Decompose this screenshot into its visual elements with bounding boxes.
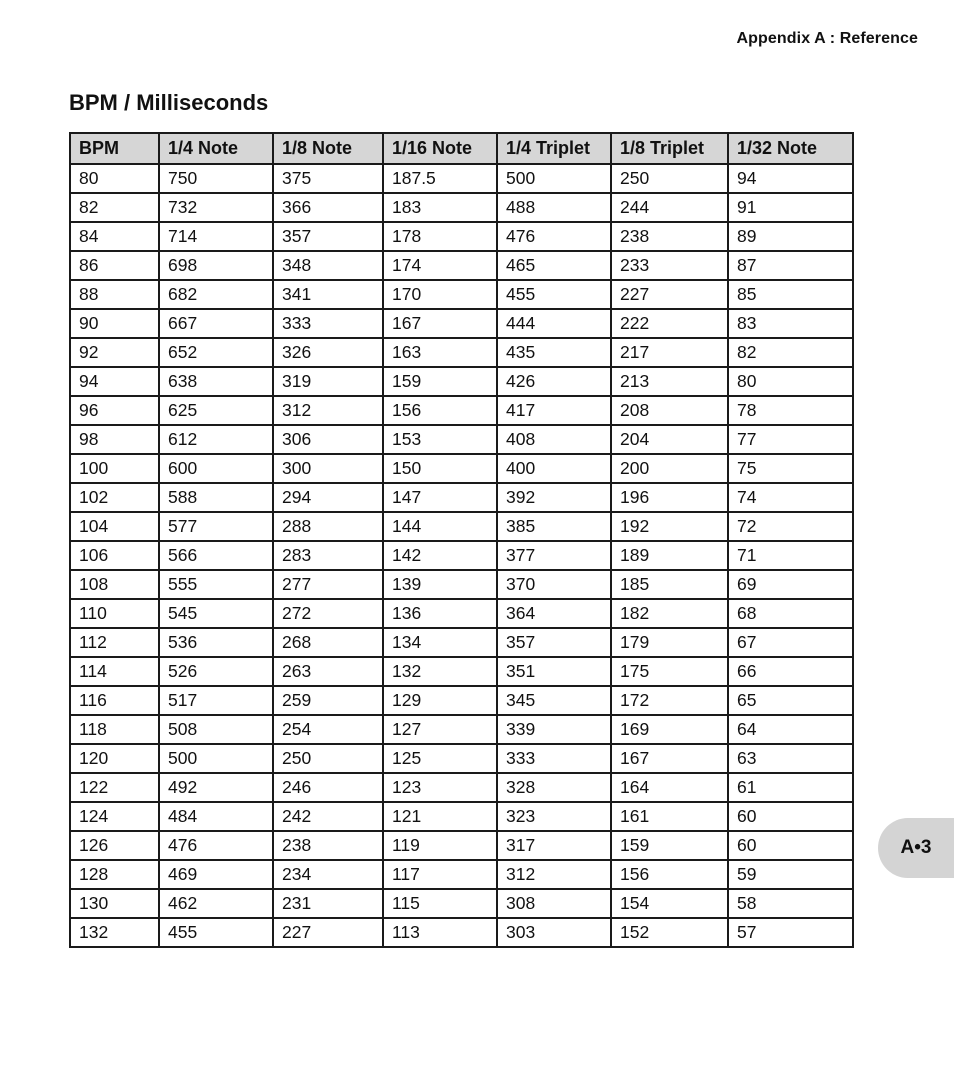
ms-value-cell: 82 [728, 338, 853, 367]
ms-value-cell: 163 [383, 338, 497, 367]
bpm-milliseconds-table [69, 132, 854, 948]
ms-value-cell: 204 [611, 425, 728, 454]
ms-value-cell: 577 [159, 512, 273, 541]
ms-value-cell: 517 [159, 686, 273, 715]
ms-value-cell: 254 [273, 715, 383, 744]
ms-value-cell: 444 [497, 309, 611, 338]
ms-value-cell: 150 [383, 454, 497, 483]
ms-value-cell: 164 [611, 773, 728, 802]
bpm-cell: 118 [70, 715, 159, 744]
ms-value-cell: 178 [383, 222, 497, 251]
ms-value-cell: 71 [728, 541, 853, 570]
table-row [70, 193, 853, 222]
ms-value-cell: 91 [728, 193, 853, 222]
ms-value-cell: 351 [497, 657, 611, 686]
ms-value-cell: 667 [159, 309, 273, 338]
ms-value-cell: 652 [159, 338, 273, 367]
bpm-cell: 128 [70, 860, 159, 889]
bpm-cell: 114 [70, 657, 159, 686]
bpm-cell: 102 [70, 483, 159, 512]
ms-value-cell: 536 [159, 628, 273, 657]
ms-value-cell: 183 [383, 193, 497, 222]
ms-value-cell: 268 [273, 628, 383, 657]
ms-value-cell: 134 [383, 628, 497, 657]
ms-value-cell: 476 [159, 831, 273, 860]
ms-value-cell: 294 [273, 483, 383, 512]
ms-value-cell: 94 [728, 164, 853, 193]
table-row [70, 454, 853, 483]
ms-value-cell: 526 [159, 657, 273, 686]
ms-value-cell: 234 [273, 860, 383, 889]
bpm-cell: 86 [70, 251, 159, 280]
ms-value-cell: 375 [273, 164, 383, 193]
table-row [70, 367, 853, 396]
table-row [70, 744, 853, 773]
ms-value-cell: 263 [273, 657, 383, 686]
ms-value-cell: 127 [383, 715, 497, 744]
ms-value-cell: 136 [383, 599, 497, 628]
ms-value-cell: 508 [159, 715, 273, 744]
ms-value-cell: 233 [611, 251, 728, 280]
ms-value-cell: 638 [159, 367, 273, 396]
bpm-cell: 96 [70, 396, 159, 425]
ms-value-cell: 152 [611, 918, 728, 947]
column-header: BPM [70, 133, 159, 164]
ms-value-cell: 277 [273, 570, 383, 599]
running-header: Appendix A : Reference [736, 30, 918, 47]
ms-value-cell: 85 [728, 280, 853, 309]
ms-value-cell: 488 [497, 193, 611, 222]
ms-value-cell: 196 [611, 483, 728, 512]
table-row [70, 570, 853, 599]
ms-value-cell: 588 [159, 483, 273, 512]
ms-value-cell: 69 [728, 570, 853, 599]
column-header: 1/4 Note [159, 133, 273, 164]
table-row [70, 309, 853, 338]
ms-value-cell: 339 [497, 715, 611, 744]
table-row [70, 541, 853, 570]
ms-value-cell: 217 [611, 338, 728, 367]
ms-value-cell: 317 [497, 831, 611, 860]
ms-value-cell: 333 [273, 309, 383, 338]
ms-value-cell: 174 [383, 251, 497, 280]
bpm-cell: 80 [70, 164, 159, 193]
ms-value-cell: 682 [159, 280, 273, 309]
ms-value-cell: 250 [611, 164, 728, 193]
bpm-cell: 90 [70, 309, 159, 338]
ms-value-cell: 175 [611, 657, 728, 686]
ms-value-cell: 312 [497, 860, 611, 889]
ms-value-cell: 72 [728, 512, 853, 541]
ms-value-cell: 469 [159, 860, 273, 889]
ms-value-cell: 600 [159, 454, 273, 483]
table-row [70, 831, 853, 860]
ms-value-cell: 698 [159, 251, 273, 280]
bpm-cell: 106 [70, 541, 159, 570]
ms-value-cell: 312 [273, 396, 383, 425]
ms-value-cell: 357 [497, 628, 611, 657]
bpm-cell: 132 [70, 918, 159, 947]
ms-value-cell: 147 [383, 483, 497, 512]
ms-value-cell: 187.5 [383, 164, 497, 193]
ms-value-cell: 159 [611, 831, 728, 860]
table-row [70, 628, 853, 657]
ms-value-cell: 370 [497, 570, 611, 599]
ms-value-cell: 366 [273, 193, 383, 222]
ms-value-cell: 385 [497, 512, 611, 541]
ms-value-cell: 357 [273, 222, 383, 251]
column-header: 1/8 Triplet [611, 133, 728, 164]
bpm-cell: 88 [70, 280, 159, 309]
ms-value-cell: 308 [497, 889, 611, 918]
page-number-tab: A•3 [878, 818, 954, 878]
bpm-cell: 110 [70, 599, 159, 628]
ms-value-cell: 60 [728, 802, 853, 831]
ms-value-cell: 63 [728, 744, 853, 773]
ms-value-cell: 392 [497, 483, 611, 512]
ms-value-cell: 462 [159, 889, 273, 918]
ms-value-cell: 231 [273, 889, 383, 918]
ms-value-cell: 121 [383, 802, 497, 831]
ms-value-cell: 333 [497, 744, 611, 773]
ms-value-cell: 303 [497, 918, 611, 947]
ms-value-cell: 129 [383, 686, 497, 715]
table-row [70, 338, 853, 367]
ms-value-cell: 238 [273, 831, 383, 860]
ms-value-cell: 566 [159, 541, 273, 570]
bpm-cell: 112 [70, 628, 159, 657]
ms-value-cell: 200 [611, 454, 728, 483]
ms-value-cell: 80 [728, 367, 853, 396]
ms-value-cell: 714 [159, 222, 273, 251]
ms-value-cell: 612 [159, 425, 273, 454]
ms-value-cell: 65 [728, 686, 853, 715]
ms-value-cell: 400 [497, 454, 611, 483]
table-row [70, 164, 853, 193]
ms-value-cell: 300 [273, 454, 383, 483]
column-header: 1/8 Note [273, 133, 383, 164]
ms-value-cell: 246 [273, 773, 383, 802]
ms-value-cell: 156 [383, 396, 497, 425]
table-row [70, 715, 853, 744]
ms-value-cell: 125 [383, 744, 497, 773]
ms-value-cell: 179 [611, 628, 728, 657]
ms-value-cell: 154 [611, 889, 728, 918]
ms-value-cell: 192 [611, 512, 728, 541]
ms-value-cell: 77 [728, 425, 853, 454]
bpm-cell: 94 [70, 367, 159, 396]
ms-value-cell: 455 [497, 280, 611, 309]
ms-value-cell: 161 [611, 802, 728, 831]
ms-value-cell: 242 [273, 802, 383, 831]
ms-value-cell: 64 [728, 715, 853, 744]
ms-value-cell: 259 [273, 686, 383, 715]
ms-value-cell: 319 [273, 367, 383, 396]
ms-value-cell: 66 [728, 657, 853, 686]
ms-value-cell: 208 [611, 396, 728, 425]
ms-value-cell: 288 [273, 512, 383, 541]
ms-value-cell: 132 [383, 657, 497, 686]
ms-value-cell: 58 [728, 889, 853, 918]
ms-value-cell: 306 [273, 425, 383, 454]
bpm-cell: 84 [70, 222, 159, 251]
ms-value-cell: 417 [497, 396, 611, 425]
ms-value-cell: 60 [728, 831, 853, 860]
ms-value-cell: 142 [383, 541, 497, 570]
ms-value-cell: 172 [611, 686, 728, 715]
table-row [70, 425, 853, 454]
ms-value-cell: 68 [728, 599, 853, 628]
ms-value-cell: 283 [273, 541, 383, 570]
ms-value-cell: 500 [497, 164, 611, 193]
ms-value-cell: 83 [728, 309, 853, 338]
ms-value-cell: 244 [611, 193, 728, 222]
ms-value-cell: 182 [611, 599, 728, 628]
ms-value-cell: 555 [159, 570, 273, 599]
ms-value-cell: 545 [159, 599, 273, 628]
table-row [70, 918, 853, 947]
ms-value-cell: 159 [383, 367, 497, 396]
ms-value-cell: 156 [611, 860, 728, 889]
table-header-row [70, 133, 853, 164]
ms-value-cell: 500 [159, 744, 273, 773]
ms-value-cell: 67 [728, 628, 853, 657]
ms-value-cell: 213 [611, 367, 728, 396]
ms-value-cell: 625 [159, 396, 273, 425]
ms-value-cell: 328 [497, 773, 611, 802]
ms-value-cell: 323 [497, 802, 611, 831]
ms-value-cell: 326 [273, 338, 383, 367]
ms-value-cell: 117 [383, 860, 497, 889]
ms-value-cell: 113 [383, 918, 497, 947]
table-row [70, 889, 853, 918]
column-header: 1/4 Triplet [497, 133, 611, 164]
ms-value-cell: 167 [611, 744, 728, 773]
ms-value-cell: 167 [383, 309, 497, 338]
table-row [70, 773, 853, 802]
ms-value-cell: 476 [497, 222, 611, 251]
ms-value-cell: 227 [611, 280, 728, 309]
section-title: BPM / Milliseconds [69, 90, 269, 115]
ms-value-cell: 238 [611, 222, 728, 251]
bpm-cell: 108 [70, 570, 159, 599]
ms-value-cell: 435 [497, 338, 611, 367]
bpm-cell: 122 [70, 773, 159, 802]
column-header: 1/32 Note [728, 133, 853, 164]
ms-value-cell: 59 [728, 860, 853, 889]
bpm-cell: 100 [70, 454, 159, 483]
table-row [70, 512, 853, 541]
bpm-cell: 126 [70, 831, 159, 860]
ms-value-cell: 170 [383, 280, 497, 309]
ms-value-cell: 74 [728, 483, 853, 512]
bpm-cell: 116 [70, 686, 159, 715]
ms-value-cell: 250 [273, 744, 383, 773]
ms-value-cell: 185 [611, 570, 728, 599]
table-row [70, 686, 853, 715]
table-row [70, 483, 853, 512]
column-header: 1/16 Note [383, 133, 497, 164]
ms-value-cell: 465 [497, 251, 611, 280]
ms-value-cell: 61 [728, 773, 853, 802]
table-row [70, 599, 853, 628]
table-row [70, 802, 853, 831]
ms-value-cell: 227 [273, 918, 383, 947]
ms-value-cell: 222 [611, 309, 728, 338]
bpm-cell: 104 [70, 512, 159, 541]
ms-value-cell: 345 [497, 686, 611, 715]
bpm-cell: 124 [70, 802, 159, 831]
ms-value-cell: 57 [728, 918, 853, 947]
bpm-cell: 120 [70, 744, 159, 773]
bpm-cell: 92 [70, 338, 159, 367]
ms-value-cell: 348 [273, 251, 383, 280]
table-row [70, 396, 853, 425]
ms-value-cell: 492 [159, 773, 273, 802]
ms-value-cell: 455 [159, 918, 273, 947]
ms-value-cell: 377 [497, 541, 611, 570]
table-body [70, 164, 853, 947]
table-row [70, 860, 853, 889]
ms-value-cell: 408 [497, 425, 611, 454]
ms-value-cell: 732 [159, 193, 273, 222]
ms-value-cell: 341 [273, 280, 383, 309]
bpm-cell: 98 [70, 425, 159, 454]
table-row [70, 280, 853, 309]
ms-value-cell: 75 [728, 454, 853, 483]
bpm-cell: 130 [70, 889, 159, 918]
ms-value-cell: 144 [383, 512, 497, 541]
ms-value-cell: 89 [728, 222, 853, 251]
ms-value-cell: 119 [383, 831, 497, 860]
table-row [70, 222, 853, 251]
ms-value-cell: 750 [159, 164, 273, 193]
ms-value-cell: 189 [611, 541, 728, 570]
ms-value-cell: 272 [273, 599, 383, 628]
ms-value-cell: 78 [728, 396, 853, 425]
ms-value-cell: 169 [611, 715, 728, 744]
ms-value-cell: 153 [383, 425, 497, 454]
ms-value-cell: 115 [383, 889, 497, 918]
ms-value-cell: 87 [728, 251, 853, 280]
table-row [70, 657, 853, 686]
ms-value-cell: 139 [383, 570, 497, 599]
ms-value-cell: 484 [159, 802, 273, 831]
ms-value-cell: 364 [497, 599, 611, 628]
bpm-cell: 82 [70, 193, 159, 222]
ms-value-cell: 426 [497, 367, 611, 396]
ms-value-cell: 123 [383, 773, 497, 802]
table-row [70, 251, 853, 280]
